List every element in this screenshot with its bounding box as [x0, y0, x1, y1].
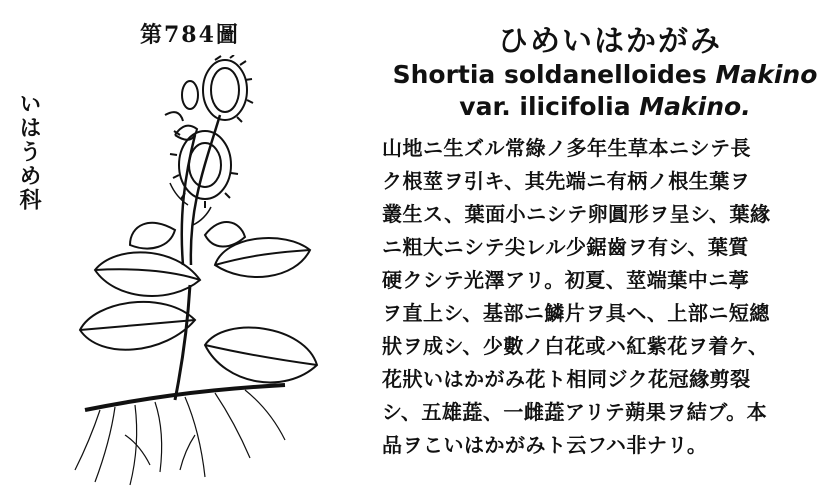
- plant-drawing-icon: [55, 55, 355, 495]
- author-name: Makino: [715, 60, 818, 89]
- description-line: 品ヲこいはかがみト云フハ非ナリ。: [382, 433, 708, 457]
- description-line: 狀ヲ成シ、少數ノ白花或ハ紅紫花ヲ着ケ、: [382, 334, 769, 358]
- flower-cluster: [165, 55, 253, 208]
- scientific-name-line-1: [390, 60, 820, 89]
- japanese-name: ひめいはかがみ: [498, 24, 722, 59]
- description-line: ニ粗大ニシテ尖レル少鋸齒ヲ有シ、葉質: [382, 235, 749, 259]
- figure-number: 第784圖: [140, 22, 240, 48]
- scientific-name: Shortia soldanelloides: [392, 60, 707, 89]
- plant-illustration: [55, 55, 355, 495]
- scientific-name-line-2: [390, 92, 820, 121]
- description-text: [382, 132, 822, 462]
- variety-name: var. ilicifolia: [459, 92, 631, 121]
- description-line: ク根莖ヲ引キ、其先端ニ有柄ノ根生葉ヲ: [382, 169, 751, 193]
- family-name: いはうめ科: [16, 92, 42, 212]
- description-line: シ、五雄蕋、一雌蕋アリテ蒴果ヲ結ブ。本: [382, 400, 768, 424]
- description-line: 花狀いはかがみ花ト相同ジク花冠緣剪裂: [382, 367, 751, 391]
- leaf-group: [80, 222, 317, 382]
- description-line: 硬クシテ光澤アリ。初夏、莖端葉中ニ葶: [382, 268, 750, 292]
- description-line: ヲ直上シ、基部ニ鱗片ヲ具ヘ、上部ニ短總: [382, 301, 770, 325]
- description-line: 山地ニ生ズル常綠ノ多年生草本ニシテ長: [382, 136, 751, 160]
- variety-author-name: Makino.: [639, 92, 751, 121]
- description-line: 叢生ス、葉面小ニシテ卵圓形ヲ呈シ、葉緣: [382, 202, 771, 226]
